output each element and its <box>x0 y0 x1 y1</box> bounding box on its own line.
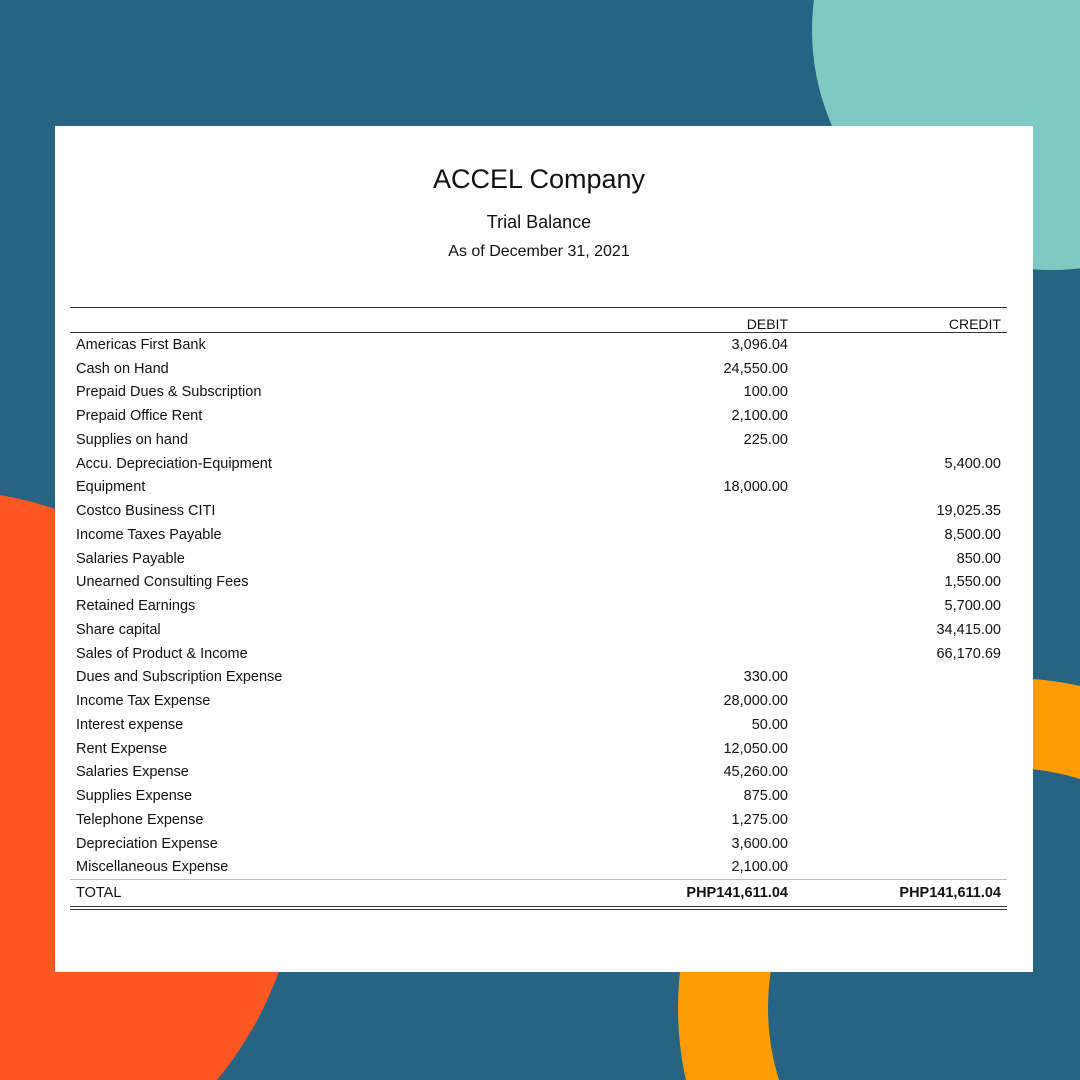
debit-amount: 2,100.00 <box>731 859 788 876</box>
table-row <box>70 832 1007 856</box>
debit-amount <box>602 523 794 547</box>
table-row <box>70 761 1007 785</box>
debit-amount: 2,100.00 <box>731 408 788 425</box>
table-row <box>70 666 1007 690</box>
table-row <box>70 737 1007 761</box>
credit-amount <box>794 784 1007 808</box>
credit-amount: 34,415.00 <box>936 621 1001 638</box>
account-name: Telephone Expense <box>76 811 204 828</box>
table-row <box>70 689 1007 713</box>
debit-amount: 1,275.00 <box>731 811 788 828</box>
table-row <box>70 594 1007 618</box>
debit-amount: 225.00 <box>743 431 788 448</box>
credit-amount <box>794 808 1007 832</box>
total-row <box>70 880 1007 909</box>
credit-amount <box>794 476 1007 500</box>
table-row <box>70 808 1007 832</box>
credit-amount <box>794 737 1007 761</box>
account-name: Miscellaneous Expense <box>76 859 229 876</box>
table-row <box>70 333 1007 357</box>
credit-amount <box>794 404 1007 428</box>
account-name: Share capital <box>76 621 161 638</box>
credit-amount <box>794 333 1007 357</box>
credit-amount <box>794 666 1007 690</box>
table-body <box>70 333 1007 880</box>
account-name: Prepaid Dues & Subscription <box>76 384 262 401</box>
debit-amount: 100.00 <box>743 384 788 401</box>
debit-amount: 50.00 <box>751 716 788 733</box>
account-name: Supplies on hand <box>76 431 189 448</box>
account-column-header <box>70 308 602 333</box>
credit-amount <box>794 761 1007 785</box>
total-label: TOTAL <box>70 880 602 909</box>
credit-amount: 5,700.00 <box>944 598 1001 615</box>
credit-amount: 850.00 <box>956 550 1001 567</box>
table-row <box>70 784 1007 808</box>
debit-amount: 875.00 <box>743 788 788 805</box>
credit-amount: 5,400.00 <box>944 455 1001 472</box>
trial-balance-sheet <box>55 126 1033 972</box>
table-row <box>70 618 1007 642</box>
debit-amount <box>602 452 794 476</box>
account-name: Equipment <box>76 479 146 496</box>
credit-amount <box>794 357 1007 381</box>
account-name: Prepaid Office Rent <box>76 408 203 425</box>
table-row <box>70 381 1007 405</box>
debit-column-header: DEBIT <box>602 308 794 333</box>
company-name: ACCEL Company <box>432 164 646 194</box>
debit-amount <box>602 618 794 642</box>
account-name: Retained Earnings <box>76 598 196 615</box>
table-row <box>70 547 1007 571</box>
table-row <box>70 856 1007 880</box>
table-row <box>70 523 1007 547</box>
debit-amount <box>602 547 794 571</box>
account-name: Americas First Bank <box>76 336 206 353</box>
account-name: Interest expense <box>76 716 184 733</box>
account-name: Sales of Product & Income <box>76 645 248 662</box>
account-name: Cash on Hand <box>76 360 169 377</box>
account-name: Income Taxes Payable <box>76 526 222 543</box>
credit-amount: 8,500.00 <box>944 526 1001 543</box>
table-row <box>70 357 1007 381</box>
table-row <box>70 713 1007 737</box>
credit-amount: 19,025.35 <box>936 503 1001 520</box>
account-name: Salaries Payable <box>76 550 185 567</box>
credit-amount <box>794 713 1007 737</box>
credit-amount: 66,170.69 <box>936 645 1001 662</box>
table-row <box>70 499 1007 523</box>
account-name: Salaries Expense <box>76 764 189 781</box>
table-header-row <box>70 308 1007 333</box>
account-name: Unearned Consulting Fees <box>76 574 249 591</box>
account-name: Accu. Depreciation-Equipment <box>76 455 272 472</box>
debit-amount <box>602 499 794 523</box>
table-row <box>70 404 1007 428</box>
debit-amount: 18,000.00 <box>723 479 788 496</box>
credit-amount: 1,550.00 <box>944 574 1001 591</box>
trial-balance-table <box>70 307 1007 910</box>
total-credit: PHP141,611.04 <box>794 880 1007 909</box>
debit-amount <box>602 571 794 595</box>
report-title: Trial Balance <box>486 212 592 232</box>
account-name: Dues and Subscription Expense <box>76 669 283 686</box>
debit-amount: 3,096.04 <box>731 336 788 353</box>
credit-amount <box>794 689 1007 713</box>
table-row <box>70 476 1007 500</box>
account-name: Income Tax Expense <box>76 693 211 710</box>
table-row <box>70 642 1007 666</box>
total-debit: PHP141,611.04 <box>602 880 794 909</box>
table-row <box>70 452 1007 476</box>
credit-column-header: CREDIT <box>794 308 1007 333</box>
credit-amount <box>794 856 1007 880</box>
account-name: Depreciation Expense <box>76 835 218 852</box>
table-row <box>70 571 1007 595</box>
debit-amount: 330.00 <box>743 669 788 686</box>
account-name: Costco Business CITI <box>76 503 216 520</box>
credit-amount <box>794 381 1007 405</box>
debit-amount: 12,050.00 <box>723 740 788 757</box>
credit-amount <box>794 428 1007 452</box>
debit-amount: 28,000.00 <box>723 693 788 710</box>
table-row <box>70 428 1007 452</box>
debit-amount: 24,550.00 <box>723 360 788 377</box>
report-date: As of December 31, 2021 <box>448 243 630 260</box>
debit-amount: 45,260.00 <box>723 764 788 781</box>
credit-amount <box>794 832 1007 856</box>
account-name: Rent Expense <box>76 740 168 757</box>
debit-amount <box>602 642 794 666</box>
debit-amount <box>602 594 794 618</box>
debit-amount: 3,600.00 <box>731 835 788 852</box>
account-name: Supplies Expense <box>76 788 193 805</box>
